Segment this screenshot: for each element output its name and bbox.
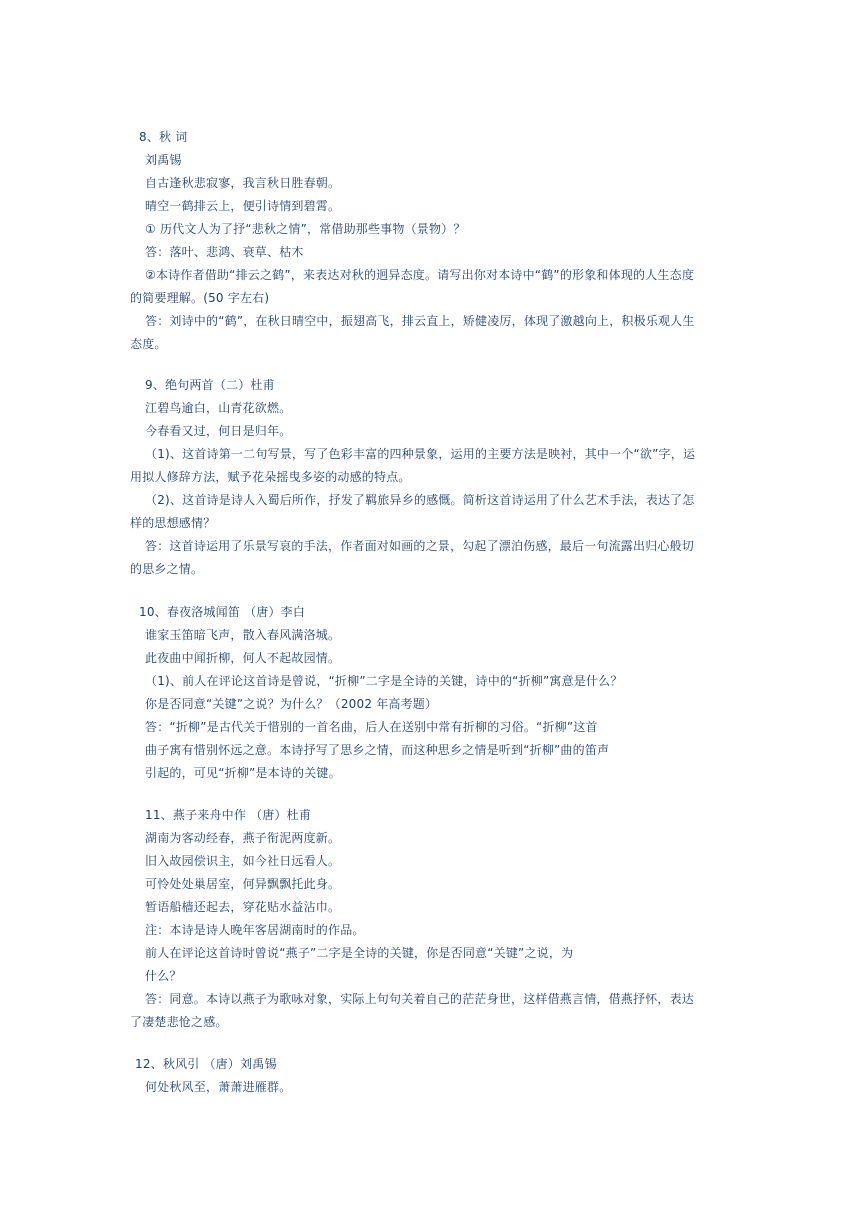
poem-10-answer-cont-2: 引起的，可见“折柳”是本诗的关键。 xyxy=(145,766,341,780)
poem-11-verse-4: 暂语船樯还起去，穿花贴水益沾巾。 xyxy=(145,900,341,914)
poem-10-answer-cont-1: 曲子寓有惜别怀远之意。本诗抒写了思乡之情，而这种思乡之情是听到“折柳”曲的笛声 xyxy=(145,743,610,757)
poem-9-title: 9、绝句两首（二）杜甫 xyxy=(145,378,275,392)
poem-10-question: （1)、前人在评论这首诗是曾说，“折柳”二字是全诗的关键，诗中的“折柳”寓意是什么？ xyxy=(145,674,623,688)
poem-12-verse-1: 何处秋风至，萧萧进雁群。 xyxy=(145,1080,292,1094)
poem-8-answer-2: 答：刘诗中的“鹤”，在秋日晴空中，振翅高飞，排云直上，矫健凌厉，体现了激越向上，积极乐观人生 xyxy=(145,314,695,328)
poem-8-verse-2: 晴空一鹤排云上，便引诗情到碧霄。 xyxy=(145,199,341,213)
poem-8-author: 刘禹锡 xyxy=(145,153,182,167)
poem-9-answer-cont: 的思乡之情。 xyxy=(130,562,204,576)
poem-9-question-1: （1)、这首诗第一二句写景，写了色彩丰富的四种景象，运用的主要方法是映衬，其中一个“欲”字，运 xyxy=(145,447,696,461)
poem-11-question: 前人在评论这首诗时曾说“燕子”二字是全诗的关键，你是否同意“关键”之说，为 xyxy=(145,946,574,960)
poem-9-verse-1: 江碧鸟逾白，山青花欲燃。 xyxy=(145,401,292,415)
poem-11-verse-1: 湖南为客动经春，燕子衔泥两度新。 xyxy=(145,831,341,845)
poem-10-question-cont: 你是否同意“关键”之说？为什么？（2002 年高考题） xyxy=(145,697,438,711)
poem-8-answer-1: 答：落叶、悲鸿、衰草、枯木 xyxy=(145,245,304,259)
poem-8-question-1: ① 历代文人为了抒“悲秋之情”，常借助那些事物（景物）？ xyxy=(145,222,466,236)
poem-8-question-2: ②本诗作者借助“排云之鹤”，来表达对秋的迥异态度。请写出你对本诗中“鹤”的形象和体现的人生态度 xyxy=(145,268,695,282)
poem-10-title: 10、春夜洛城闻笛 （唐）李白 xyxy=(139,605,306,619)
poem-8-verse-1: 自古逢秋悲寂寥，我言秋日胜春朝。 xyxy=(145,176,341,190)
poem-8-question-2-cont: 的简要理解。(50 字左右) xyxy=(130,291,270,305)
poem-9-answer: 答：这首诗运用了乐景写哀的手法，作者面对如画的之景，勾起了漂泊伤感，最后一句流露出归心般切 xyxy=(145,539,695,553)
poem-8-title: 8、秋 词 xyxy=(139,130,188,144)
poem-11-answer-cont: 了凄楚悲怆之感。 xyxy=(130,1015,228,1029)
poem-11-note: 注：本诗是诗人晚年客居湖南时的作品。 xyxy=(145,923,365,937)
poem-12-title: 12、秋风引 （唐）刘禹锡 xyxy=(135,1057,277,1071)
poem-10-verse-1: 谁家玉笛暗飞声，散入春风满洛城。 xyxy=(145,628,341,642)
poem-11-answer: 答：同意。本诗以燕子为歌咏对象，实际上句句关着自己的茫茫身世，这样借燕言情，借燕抒怀，表达 xyxy=(145,992,695,1006)
poem-11-question-cont: 什么？ xyxy=(145,969,182,983)
poem-8-answer-2-cont: 态度。 xyxy=(130,337,167,351)
poem-9-verse-2: 今春看又过，何日是归年。 xyxy=(145,424,292,438)
poem-11-title: 11、燕子来舟中作 （唐）杜甫 xyxy=(145,808,312,822)
poem-9-question-1-cont: 用拟人修辞方法，赋予花朵摇曳多姿的动感的特点。 xyxy=(130,470,411,484)
poem-10-answer: 答：“折柳”是古代关于惜别的一首名曲，后人在送别中常有折柳的习俗。“折柳”这首 xyxy=(145,720,598,734)
poem-9-question-2: （2)、这首诗是诗人入蜀后所作，抒发了羁旅异乡的感慨。简析这首诗运用了什么艺术手法，表达了怎 xyxy=(145,493,695,507)
poem-11-verse-3: 可怜处处巢居室，何异飘飘托此身。 xyxy=(145,877,341,891)
poem-10-verse-2: 此夜曲中闻折柳，何人不起故园情。 xyxy=(145,651,341,665)
poem-9-question-2-cont: 样的思想感情？ xyxy=(130,516,216,530)
poem-11-verse-2: 旧入故园偿识主，如今社日远看人。 xyxy=(145,854,341,868)
